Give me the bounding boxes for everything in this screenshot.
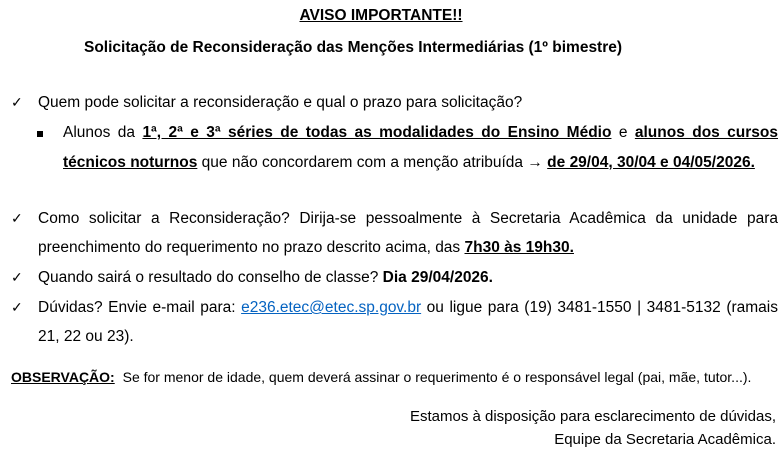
observation-label: OBSERVAÇÃO: xyxy=(11,369,115,385)
grades-emphasis: 1ª, 2ª e 3ª séries de todas as modalidades do Ensino Médio xyxy=(142,124,612,141)
check-icon: ✓ xyxy=(11,269,23,285)
eligible-students-paragraph xyxy=(63,118,778,177)
text-segment: ou ligue para (19) 3481-1550 | 3481-5132 (ramais 21, 22 ou 23). xyxy=(38,299,778,345)
night-courses-emphasis: alunos dos cursos técnicos noturnos xyxy=(63,124,779,171)
text-segment: Quando sairá o resultado do conselho de classe? xyxy=(38,269,383,286)
question-who-can-request xyxy=(38,88,778,117)
text-segment: Dúvidas? Envie e-mail para: xyxy=(38,299,242,316)
office-hours: 7h30 às 19h30. xyxy=(464,239,574,256)
observation-note xyxy=(11,369,751,385)
question-text: Quem pode solicitar a reconsideração e qual o prazo para solicitação? xyxy=(38,94,523,111)
result-date: Dia 29/04/2026. xyxy=(382,269,493,286)
closing-signature: Equipe da Secretaria Acadêmica. xyxy=(554,431,776,448)
text-segment: e xyxy=(611,124,635,141)
question-result-date xyxy=(38,263,778,292)
check-icon: ✓ xyxy=(11,299,23,315)
closing-line-1: Estamos à disposição para esclarecimento de dúvidas, xyxy=(409,408,776,425)
question-how-to-request xyxy=(38,204,778,262)
text-segment: Alunos da xyxy=(63,124,143,141)
question-contact xyxy=(38,293,778,351)
notice-title: AVISO IMPORTANTE!! xyxy=(299,7,463,24)
deadline-dates: de 29/04, 30/04 e 04/05/2026. xyxy=(547,153,755,171)
text-segment: que não concordarem com a menção atribuída → xyxy=(197,153,548,171)
check-icon: ✓ xyxy=(11,210,23,226)
observation-text: Se for menor de idade, quem deverá assinar o requerimento é o responsável legal (pai, mãe, tutor...). xyxy=(122,369,752,385)
email-link[interactable]: e236.etec@etec.sp.gov.br xyxy=(241,299,422,316)
notice-subtitle: Solicitação de Reconsideração das Menções Intermediárias (1º bimestre) xyxy=(84,39,623,56)
check-icon: ✓ xyxy=(11,94,23,110)
text-segment: Como solicitar a Reconsideração? Dirija-se pessoalmente à Secretaria Acadêmica da unidade para preenchimento do requerimento no prazo descrito acima, das xyxy=(38,210,778,256)
square-bullet-icon xyxy=(37,131,43,137)
